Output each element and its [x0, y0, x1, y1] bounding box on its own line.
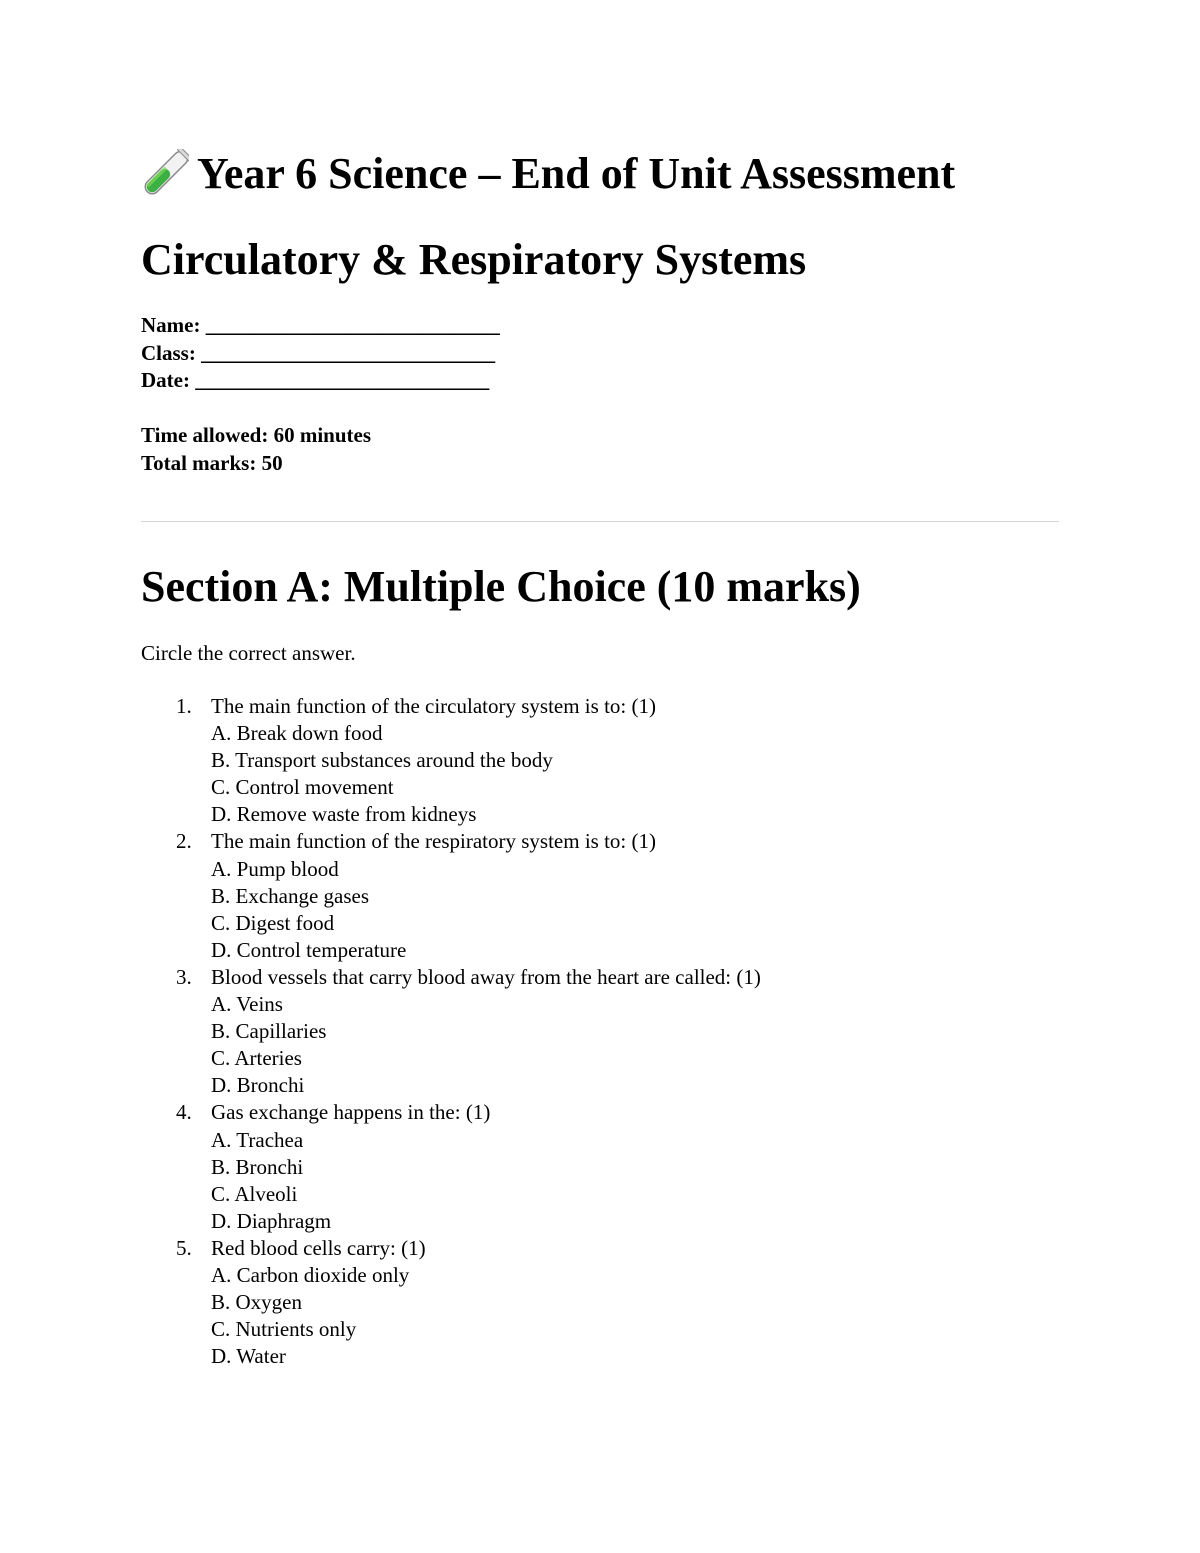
question-4: [141, 1099, 761, 1234]
section-divider: [141, 521, 1059, 522]
option-c: C. Alveoli: [211, 1181, 298, 1206]
class-line: ____________________________: [201, 340, 496, 365]
class-field: [141, 340, 500, 368]
section-a-heading: Section A: Multiple Choice (10 marks): [141, 562, 861, 611]
option-a: A. Carbon dioxide only: [211, 1262, 410, 1287]
question-text: Red blood cells carry: (1): [211, 1235, 426, 1260]
question-5: [141, 1235, 761, 1370]
name-label: Name:: [141, 313, 201, 337]
option-b: B. Oxygen: [211, 1290, 302, 1315]
date-line: ____________________________: [195, 368, 490, 392]
question-1: [141, 693, 761, 828]
date-label: Date:: [141, 368, 190, 392]
option-b: B. Bronchi: [211, 1154, 304, 1179]
option-c: C. Nutrients only: [211, 1317, 357, 1342]
option-b: B. Capillaries: [211, 1019, 327, 1044]
option-c: C. Digest food: [211, 910, 335, 935]
option-c: C. Arteries: [211, 1046, 302, 1071]
option-a: A. Break down food: [211, 721, 383, 746]
option-d: D. Bronchi: [211, 1073, 305, 1098]
option-d: D. Water: [211, 1344, 286, 1369]
option-list: [211, 991, 761, 1099]
title-text: Year 6 Science – End of Unit Assessment: [197, 149, 956, 198]
option-d: D. Diaphragm: [211, 1208, 332, 1233]
question-number: 5.: [176, 1235, 192, 1260]
date-field: [141, 367, 500, 395]
option-d: D. Control temperature: [211, 937, 407, 962]
name-field: [141, 312, 500, 340]
name-line: ____________________________: [205, 313, 500, 337]
question-3: [141, 964, 761, 1099]
total-marks: Total marks: 50: [141, 451, 283, 475]
class-label: Class:: [141, 340, 196, 365]
option-a: A. Pump blood: [211, 856, 339, 881]
option-list: [211, 856, 761, 964]
test-tube-icon: [141, 149, 189, 199]
subtitle: Circulatory & Respiratory Systems: [141, 235, 807, 284]
section-a-instruction: Circle the correct answer.: [141, 641, 356, 665]
option-list: [211, 720, 761, 828]
question-text: The main function of the circulatory system is to: (1): [211, 694, 656, 718]
question-number: 4.: [176, 1100, 192, 1125]
option-a: A. Trachea: [211, 1127, 304, 1152]
option-list: [211, 1127, 761, 1235]
option-b: B. Exchange gases: [211, 883, 370, 908]
option-c: C. Control movement: [211, 775, 394, 800]
option-d: D. Remove waste from kidneys: [211, 802, 477, 827]
option-b: B. Transport substances around the body: [211, 748, 553, 773]
time-allowed: Time allowed: 60 minutes: [141, 423, 372, 447]
question-number: 1.: [176, 694, 192, 718]
page-title: [141, 140, 955, 208]
exam-info: [141, 421, 371, 477]
option-list: [211, 1262, 761, 1370]
question-number: 2.: [176, 829, 192, 854]
question-list: [141, 693, 761, 1370]
question-text: Blood vessels that carry blood away from the heart are called: (1): [211, 964, 761, 989]
question-2: [141, 828, 761, 963]
question-number: 3.: [176, 964, 192, 989]
question-text: The main function of the respiratory system is to: (1): [211, 829, 656, 854]
question-text: Gas exchange happens in the: (1): [211, 1100, 491, 1125]
option-a: A. Veins: [211, 992, 283, 1017]
student-details: [141, 312, 500, 395]
